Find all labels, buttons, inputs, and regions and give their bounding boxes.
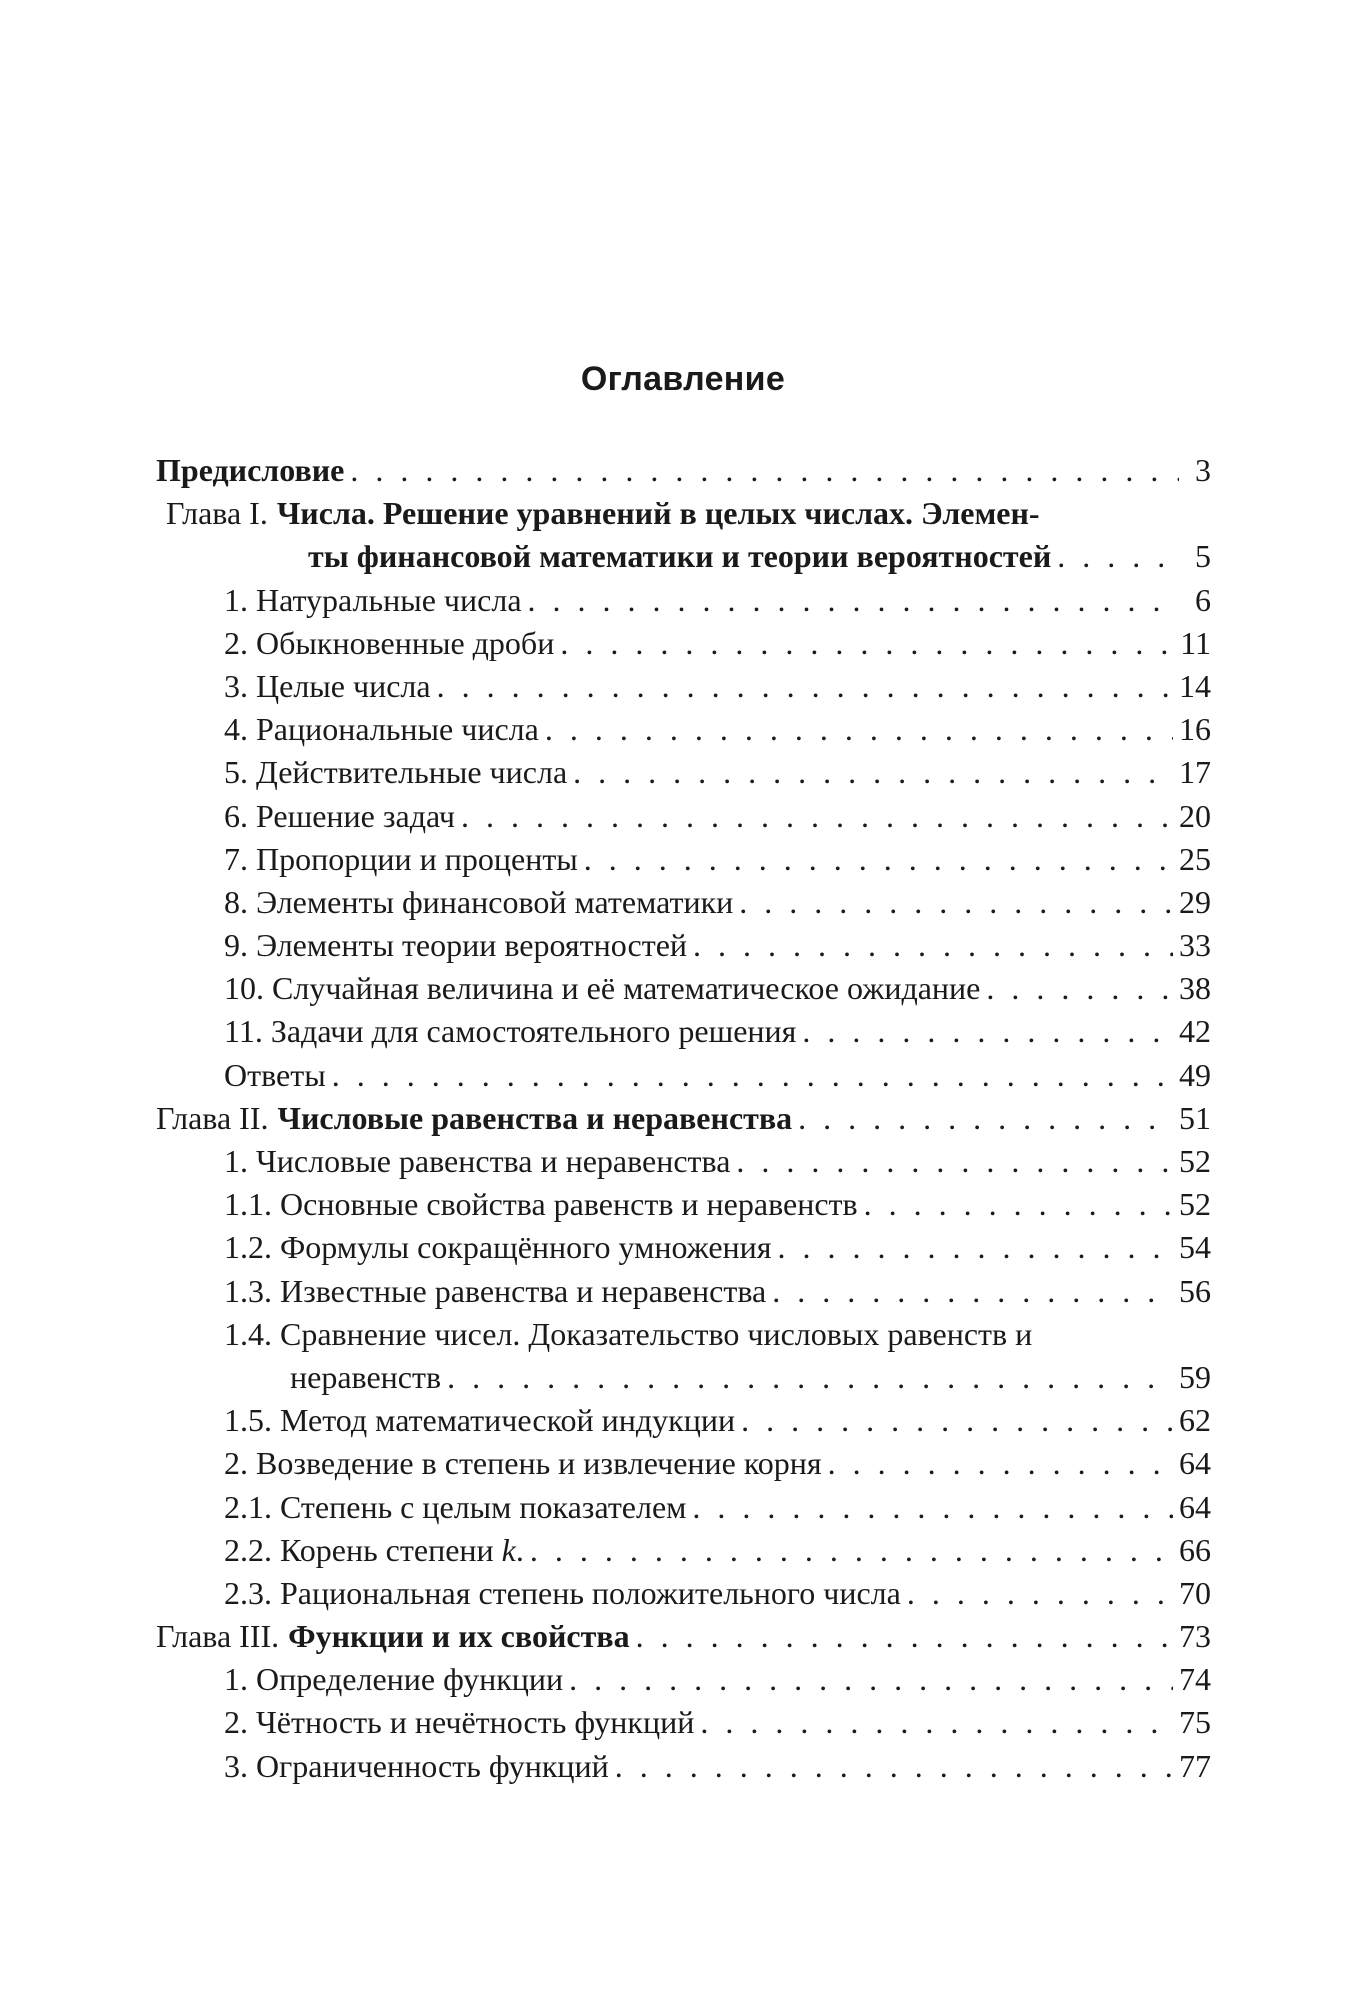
toc-label: 1.1. Основные свойства равенств и неравенств <box>224 1186 858 1223</box>
toc-entry[interactable] <box>156 1270 1211 1313</box>
dot-leader <box>332 1054 1173 1097</box>
toc-entry[interactable] <box>156 751 1211 794</box>
toc-page-number: 49 <box>1179 1056 1211 1093</box>
toc-page-number: 33 <box>1179 927 1211 964</box>
toc-page-number: 5 <box>1195 538 1211 575</box>
toc-page-number: 38 <box>1179 970 1211 1007</box>
dot-leader <box>615 1745 1173 1788</box>
toc-page-number: 54 <box>1179 1229 1211 1266</box>
toc-page-number: 16 <box>1179 711 1211 748</box>
toc-page-number: 29 <box>1179 883 1211 920</box>
toc-label: 2. Возведение в степень и извлечение корня <box>224 1445 822 1482</box>
dot-leader <box>986 967 1173 1010</box>
toc-entry[interactable] <box>156 1226 1211 1269</box>
toc-label: 9. Элементы теории вероятностей <box>224 927 688 964</box>
toc-label: 1.2. Формулы сокращённого умножения <box>224 1229 772 1266</box>
toc-page-number: 20 <box>1179 797 1211 834</box>
toc-label: 2. Чётность и нечётность функций <box>224 1704 695 1741</box>
toc-page-number: 66 <box>1179 1531 1211 1568</box>
toc-page-number: 73 <box>1179 1618 1211 1655</box>
toc-page-number: 52 <box>1179 1186 1211 1223</box>
dot-leader <box>560 622 1174 665</box>
toc-entry[interactable] <box>156 1572 1211 1615</box>
toc-label: 1. Числовые равенства и неравенства <box>224 1143 731 1179</box>
toc-page-number: 14 <box>1179 667 1211 704</box>
dot-leader <box>530 1529 1173 1572</box>
toc-page-number: 62 <box>1179 1402 1211 1439</box>
toc-entry[interactable] <box>156 924 1211 967</box>
dot-leader <box>545 708 1173 751</box>
toc-entry[interactable] <box>156 967 1211 1010</box>
dot-leader <box>864 1183 1173 1226</box>
dot-leader <box>461 795 1173 838</box>
dot-leader <box>802 1010 1173 1053</box>
chapter-title: Функции и их свойства <box>288 1618 630 1655</box>
dot-leader <box>778 1226 1174 1269</box>
toc-page-number: 52 <box>1179 1143 1211 1179</box>
toc-page-number: 64 <box>1179 1445 1211 1482</box>
toc-label: 1. Натуральные числа <box>224 581 522 618</box>
math-variable-k: k <box>501 1531 516 1568</box>
toc-entry[interactable] <box>156 1399 1211 1442</box>
dot-leader <box>636 1615 1173 1658</box>
toc-label: 3. Ограниченность функций <box>224 1747 609 1784</box>
toc-page-number: 17 <box>1179 754 1211 791</box>
toc-entry-line1[interactable] <box>156 1313 1211 1356</box>
toc-entry[interactable] <box>156 579 1211 622</box>
toc-page-number: 75 <box>1179 1704 1211 1741</box>
dot-leader <box>350 449 1179 492</box>
toc-page-number: 25 <box>1179 840 1211 877</box>
toc-label: 5. Действительные числа <box>224 754 568 791</box>
dot-leader <box>569 1658 1173 1701</box>
toc-page-number: 77 <box>1179 1747 1211 1784</box>
dot-leader <box>693 924 1173 967</box>
toc-label-main: 2.2. Корень степени <box>224 1531 494 1568</box>
toc-chapter-1-line1[interactable] <box>156 492 1211 535</box>
toc-entry[interactable] <box>156 881 1211 924</box>
toc-entry[interactable] <box>156 1529 1211 1572</box>
toc-label: 10. Случайная величина и её математическое ожидание <box>224 970 981 1007</box>
toc-label: Ответы <box>224 1056 326 1093</box>
toc-page-number: 59 <box>1179 1358 1211 1395</box>
toc-label: 7. Пропорции и проценты <box>224 840 578 877</box>
dot-leader <box>1057 535 1179 578</box>
toc-entry[interactable] <box>156 1183 1211 1226</box>
toc-entry[interactable] <box>156 1010 1211 1053</box>
toc-label: Предисловие <box>156 452 345 488</box>
toc-page-number: 42 <box>1179 1013 1211 1050</box>
toc-label: 4. Рациональные числа <box>224 711 539 748</box>
toc-label: 2.3. Рациональная степень положительного числа <box>224 1574 901 1611</box>
toc-label: 6. Решение задач <box>224 797 456 834</box>
toc-label: 3. Целые числа <box>224 667 431 704</box>
toc-chapter-1-line2[interactable] <box>156 535 1211 578</box>
toc-label-end: . <box>515 1531 524 1568</box>
toc-label: 1. Определение функции <box>224 1661 564 1698</box>
toc-label-continued: неравенств <box>290 1358 442 1395</box>
dot-leader <box>828 1442 1173 1485</box>
toc-entry-answers[interactable] <box>156 1054 1211 1097</box>
toc-entry[interactable] <box>156 1486 1211 1529</box>
chapter-prefix: Глава I. <box>166 495 268 532</box>
toc-entry[interactable] <box>156 1658 1211 1701</box>
toc-label: 2. Обыкновенные дроби <box>224 624 555 661</box>
dot-leader <box>741 1399 1173 1442</box>
toc-page-number: 3 <box>1195 452 1211 488</box>
toc-page-number: 64 <box>1179 1488 1211 1525</box>
dot-leader <box>584 838 1173 881</box>
toc-entry[interactable] <box>156 838 1211 881</box>
chapter-title-continued: ты финансовой математики и теории вероятностей <box>308 538 1052 575</box>
chapter-prefix: Глава III. <box>156 1618 280 1655</box>
toc-entry[interactable] <box>156 1140 1211 1183</box>
dot-leader <box>447 1356 1173 1399</box>
toc-chapter-3[interactable] <box>156 1615 1211 1658</box>
toc-page-number: 11 <box>1180 624 1211 661</box>
toc-entry[interactable] <box>156 1701 1211 1744</box>
table-of-contents <box>156 449 1211 1788</box>
toc-entry[interactable] <box>156 665 1211 708</box>
toc-page-number: 6 <box>1195 581 1211 618</box>
toc-label: 1.5. Метод математической индукции <box>224 1402 736 1439</box>
toc-entry-line2[interactable] <box>156 1356 1211 1399</box>
dot-leader <box>437 665 1173 708</box>
toc-entry[interactable] <box>156 1745 1211 1788</box>
toc-label: 11. Задачи для самостоятельного решения <box>224 1013 797 1050</box>
toc-label: 1.4. Сравнение чисел. Доказательство числовых равенств и <box>224 1315 1033 1352</box>
toc-label: 8. Элементы финансовой математики <box>224 883 734 920</box>
toc-label: 1.3. Известные равенства и неравенства <box>224 1272 767 1309</box>
chapter-prefix: Глава II. <box>156 1099 269 1136</box>
toc-entry-preface[interactable] <box>156 449 1211 492</box>
dot-leader <box>736 1140 1173 1183</box>
toc-entry[interactable] <box>156 622 1211 665</box>
dot-leader <box>528 579 1179 622</box>
toc-entry[interactable] <box>156 795 1211 838</box>
toc-chapter-2[interactable] <box>156 1097 1211 1140</box>
dot-leader <box>692 1486 1173 1529</box>
chapter-title: Числовые равенства и неравенства <box>277 1099 793 1136</box>
toc-entry[interactable] <box>156 708 1211 751</box>
toc-page-number: 70 <box>1179 1574 1211 1611</box>
dot-leader <box>700 1701 1173 1744</box>
toc-entry[interactable] <box>156 1442 1211 1485</box>
dot-leader <box>772 1270 1173 1313</box>
dot-leader <box>739 881 1173 924</box>
dot-leader <box>573 751 1173 794</box>
page-title: Оглавление <box>580 360 786 398</box>
chapter-title: Числа. Решение уравнений в целых числах. Элемен- <box>276 495 1040 532</box>
toc-page-number: 56 <box>1179 1272 1211 1309</box>
toc-page-number: 74 <box>1179 1661 1211 1698</box>
dot-leader <box>907 1572 1173 1615</box>
dot-leader <box>798 1097 1173 1140</box>
toc-label <box>224 1529 524 1572</box>
toc-page-number: 51 <box>1179 1099 1211 1136</box>
toc-label: 2.1. Степень с целым показателем <box>224 1488 687 1525</box>
